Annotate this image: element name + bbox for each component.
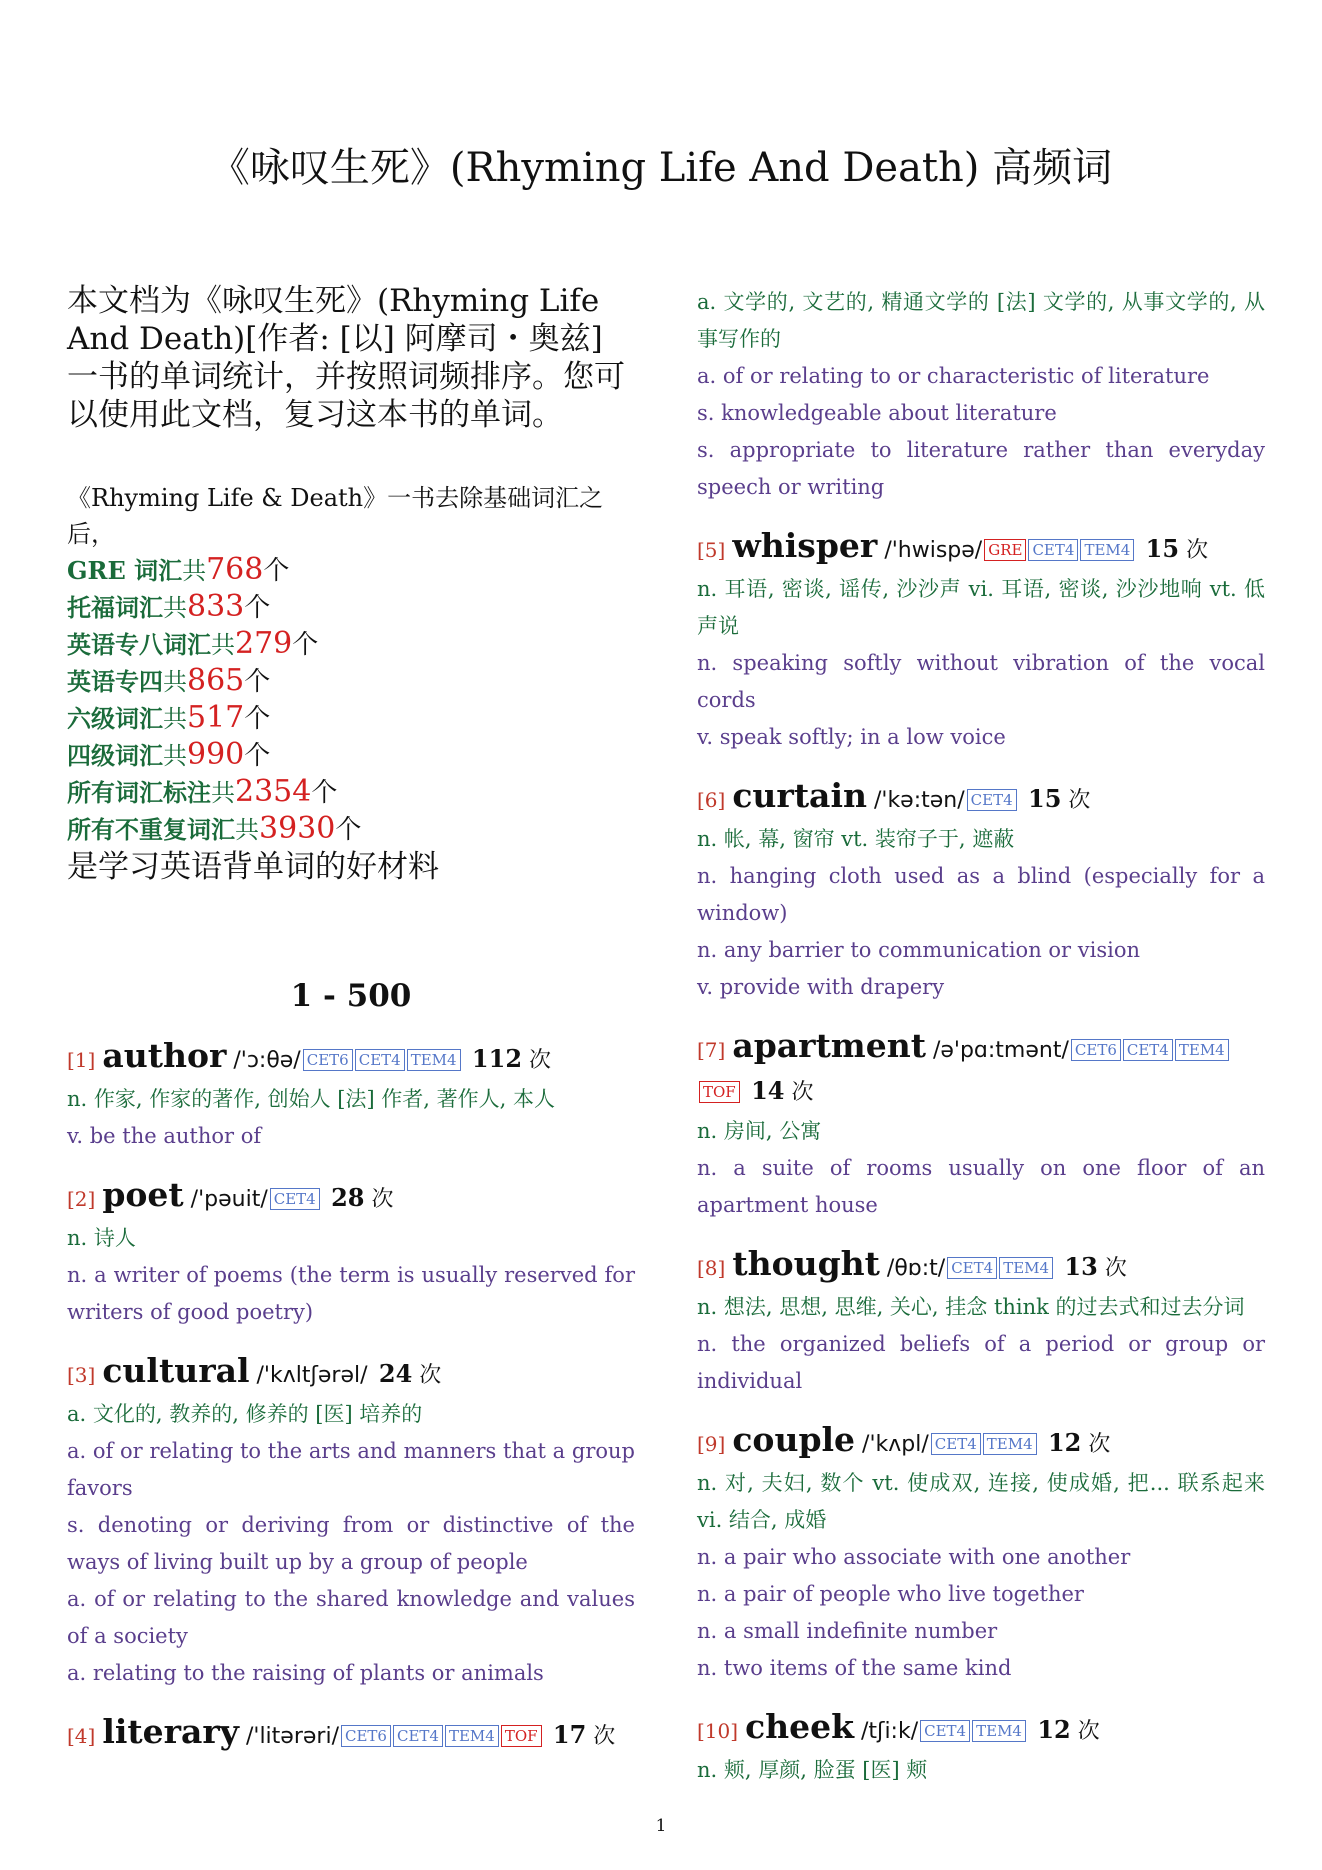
definition-en: a. of or relating to the shared knowledge and values of a society xyxy=(67,1587,635,1648)
entry-continuation xyxy=(697,284,1265,506)
stat-unit: 个 xyxy=(311,778,338,808)
definition-en: n. the organized beliefs of a period or group or individual xyxy=(697,1332,1265,1393)
entry-index: [7] xyxy=(697,1038,726,1062)
headword: couple xyxy=(732,1420,856,1459)
stat-unit: 个 xyxy=(244,667,271,697)
pronunciation: /'kʌltʃərəl/ xyxy=(256,1363,368,1388)
entry-header xyxy=(697,1244,1265,1289)
pronunciation: /'kə:tən/ xyxy=(873,788,965,813)
definition-en: n. a suite of rooms usually on one floor of an apartment house xyxy=(697,1156,1265,1217)
frequency-unit: 次 xyxy=(1077,1719,1100,1744)
definition-cn: n. 耳语, 密谈, 谣传, 沙沙声 vi. 耳语, 密谈, 沙沙地响 vt. 低声说 xyxy=(697,577,1265,638)
intro-paragraph: 本文档为《咏叹生死》(Rhyming Life And Death)[作者: [以] 阿摩司・奥兹] 一书的单词统计，并按照词频排序。您可以使用此文档，复习这本书的单词。 xyxy=(67,283,625,433)
definition-en: n. two items of the same kind xyxy=(697,1656,1012,1680)
entry-index: [4] xyxy=(67,1724,96,1748)
stat-number: 768 xyxy=(206,552,264,587)
frequency-count: 15 xyxy=(1137,534,1180,563)
entry-header xyxy=(697,1707,1265,1752)
stat-number: 517 xyxy=(187,700,245,735)
frequency-count: 112 xyxy=(463,1044,523,1073)
definition-cn: n. 想法, 思想, 思维, 关心, 挂念 think 的过去式和过去分词 xyxy=(697,1295,1245,1319)
definition-en: n. speaking softly without vibration of the vocal cords xyxy=(697,651,1265,712)
frequency-count: 12 xyxy=(1039,1428,1082,1457)
frequency-unit: 次 xyxy=(1068,788,1091,813)
headword: cheek xyxy=(745,1707,855,1746)
frequency-unit: 次 xyxy=(371,1187,394,1212)
frequency-count: 24 xyxy=(370,1359,413,1388)
exam-tag-cet4: CET4 xyxy=(947,1257,997,1279)
exam-tag-tem4: TEM4 xyxy=(407,1049,461,1071)
stat-gong: 共 xyxy=(163,742,187,770)
exam-tag-cet4: CET4 xyxy=(355,1049,405,1071)
definition-en: s. denoting or deriving from or distinctive of the ways of living built up by a group of people xyxy=(67,1513,635,1574)
stat-item xyxy=(67,737,635,774)
exam-tag-cet4: CET4 xyxy=(931,1433,981,1455)
definition-en: v. provide with drapery xyxy=(697,975,945,999)
definition-en: n. any barrier to communication or vision xyxy=(697,938,1140,962)
exam-tag-cet4: CET4 xyxy=(1028,539,1078,561)
frequency-unit: 次 xyxy=(529,1048,552,1073)
entry-header xyxy=(67,1351,635,1396)
stat-gong: 共 xyxy=(211,779,235,807)
stat-gong: 共 xyxy=(235,816,259,844)
stat-number: 833 xyxy=(187,589,245,624)
headword: cultural xyxy=(102,1351,250,1390)
word-entry xyxy=(67,1712,635,1757)
headword: author xyxy=(102,1036,227,1075)
stat-gong: 共 xyxy=(163,668,187,696)
frequency-count: 12 xyxy=(1028,1715,1071,1744)
headword: apartment xyxy=(732,1026,926,1065)
page-number: 1 xyxy=(655,1816,667,1836)
entry-header xyxy=(697,526,1265,571)
stat-number: 2354 xyxy=(235,774,312,809)
exam-tag-tem4: TEM4 xyxy=(1080,539,1134,561)
entries-right xyxy=(697,526,1265,1789)
exam-tag-tem4: TEM4 xyxy=(999,1257,1053,1279)
stat-item xyxy=(67,663,635,700)
right-column xyxy=(697,284,1265,1809)
entry-header xyxy=(67,1175,635,1220)
word-entry xyxy=(697,526,1265,756)
exam-tag-cet4: CET4 xyxy=(920,1720,970,1742)
pronunciation: /'litərəri/ xyxy=(245,1724,339,1749)
stat-number: 865 xyxy=(187,663,245,698)
exam-tag-cet4: CET4 xyxy=(1123,1039,1173,1061)
headword: curtain xyxy=(732,776,867,815)
exam-tag-cet6: CET6 xyxy=(341,1725,391,1747)
stat-label: GRE 词汇 xyxy=(67,556,183,585)
stat-unit: 个 xyxy=(244,704,271,734)
entry-header xyxy=(67,1036,635,1081)
definition-en: v. be the author of xyxy=(67,1124,262,1148)
frequency-unit: 次 xyxy=(1088,1432,1111,1457)
definition-en: a. relating to the raising of plants or animals xyxy=(67,1661,544,1685)
entry-header xyxy=(697,1026,1265,1113)
definition-cn: n. 作家, 作家的著作, 创始人 [法] 作者, 著作人, 本人 xyxy=(67,1087,556,1111)
exam-tag-tof: TOF xyxy=(699,1081,740,1103)
pronunciation: /'hwispə/ xyxy=(884,538,983,563)
entry-header xyxy=(67,1712,635,1757)
definition-en: s. knowledgeable about literature xyxy=(697,401,1057,425)
stat-label: 所有不重复词汇 xyxy=(67,815,235,844)
word-entry xyxy=(697,1244,1265,1400)
frequency-count: 28 xyxy=(322,1183,365,1212)
stat-number: 279 xyxy=(235,626,293,661)
definition-en: a. of or relating to the arts and manners that a group favors xyxy=(67,1439,635,1500)
entry-header xyxy=(697,1420,1265,1465)
definition-en: n. a writer of poems (the term is usually reserved for writers of good poetry) xyxy=(67,1263,635,1324)
exam-tag-tem4: TEM4 xyxy=(972,1720,1026,1742)
definition-en: n. hanging cloth used as a blind (especially for a window) xyxy=(697,864,1265,925)
definition-cn: n. 颊, 厚颜, 脸蛋 [医] 颊 xyxy=(697,1758,928,1782)
stat-label: 托福词汇 xyxy=(67,593,163,622)
word-entry xyxy=(67,1351,635,1692)
definition-cn: n. 对, 夫妇, 数个 vt. 使成双, 连接, 使成婚, 把... 联系起来 vi. 结合, 成婚 xyxy=(697,1471,1265,1532)
entry-header xyxy=(697,776,1265,821)
entry-index: [2] xyxy=(67,1187,96,1211)
entry-index: [1] xyxy=(67,1048,96,1072)
pronunciation: /ə'pɑ:tmənt/ xyxy=(932,1038,1069,1063)
frequency-count: 17 xyxy=(544,1720,587,1749)
stat-gong: 共 xyxy=(163,594,187,622)
pronunciation: /'kʌpl/ xyxy=(862,1432,929,1457)
stat-label: 四级词汇 xyxy=(67,741,163,770)
stat-label: 六级词汇 xyxy=(67,704,163,733)
word-entry xyxy=(697,1026,1265,1224)
stat-unit: 个 xyxy=(244,741,271,771)
entry-index: [3] xyxy=(67,1363,96,1387)
entry-index: [9] xyxy=(697,1432,726,1456)
stat-item xyxy=(67,552,635,589)
stat-gong: 共 xyxy=(211,631,235,659)
frequency-unit: 次 xyxy=(791,1080,814,1105)
exam-tag-cet4: CET4 xyxy=(967,789,1017,811)
range-heading: 1 - 500 xyxy=(290,978,412,1014)
definition-en: n. a pair who associate with one another xyxy=(697,1545,1131,1569)
stat-number: 3930 xyxy=(259,811,336,846)
definition-cn: a. 文化的, 教养的, 修养的 [医] 培养的 xyxy=(67,1402,423,1426)
left-column xyxy=(67,282,635,1777)
frequency-unit: 次 xyxy=(419,1363,442,1388)
exam-tag-tem4: TEM4 xyxy=(1175,1039,1229,1061)
stat-unit: 个 xyxy=(335,815,362,845)
entry-index: [6] xyxy=(697,788,726,812)
pronunciation: /θɒ:t/ xyxy=(886,1256,946,1281)
stat-item xyxy=(67,774,635,811)
entries-left xyxy=(67,1036,635,1757)
headword: thought xyxy=(732,1244,880,1283)
definition-cn: n. 房间, 公寓 xyxy=(697,1119,822,1143)
stat-item xyxy=(67,626,635,663)
entry-index: [8] xyxy=(697,1256,726,1280)
stat-unit: 个 xyxy=(292,630,319,660)
definition-en: s. appropriate to literature rather than everyday speech or writing xyxy=(697,438,1265,499)
entry-index: [10] xyxy=(697,1719,739,1743)
frequency-count: 13 xyxy=(1056,1252,1098,1281)
frequency-unit: 次 xyxy=(593,1724,616,1749)
stat-label: 所有词汇标注 xyxy=(67,778,211,807)
pronunciation: /'pəuit/ xyxy=(190,1187,268,1212)
exam-tag-tem4: TEM4 xyxy=(983,1433,1037,1455)
closing-line: 是学习英语背单词的好材料 xyxy=(67,849,439,885)
exam-tag-tem4: TEM4 xyxy=(445,1725,499,1747)
definition-cn: a. 文学的, 文艺的, 精通文学的 [法] 文学的, 从事文学的, 从事写作的 xyxy=(697,290,1265,351)
stat-gong: 共 xyxy=(182,557,207,585)
stat-gong: 共 xyxy=(163,705,187,733)
page-title: 《咏叹生死》(Rhyming Life And Death) 高频词 xyxy=(209,145,1113,191)
exam-tag-cet4: CET4 xyxy=(270,1188,320,1210)
headword: whisper xyxy=(732,526,878,565)
pronunciation: /'ɔ:θə/ xyxy=(233,1048,301,1073)
stat-number: 990 xyxy=(187,737,245,772)
stat-label: 英语专四 xyxy=(67,667,163,696)
pronunciation: /tʃi:k/ xyxy=(861,1719,919,1744)
word-entry xyxy=(697,1420,1265,1687)
exam-tag-gre: GRE xyxy=(984,539,1026,561)
stat-label: 英语专八词汇 xyxy=(67,630,211,659)
stat-item xyxy=(67,589,635,626)
stat-item xyxy=(67,811,635,848)
definition-cn: n. 帐, 幕, 窗帘 vt. 装帘子于, 遮蔽 xyxy=(697,827,1015,851)
stat-unit: 个 xyxy=(244,593,271,623)
vocab-stats-list xyxy=(67,552,635,848)
stat-item xyxy=(67,700,635,737)
headword: literary xyxy=(102,1712,239,1751)
frequency-count: 14 xyxy=(742,1076,785,1105)
word-entry xyxy=(697,1707,1265,1789)
frequency-count: 15 xyxy=(1019,784,1062,813)
exam-tag-cet6: CET6 xyxy=(303,1049,353,1071)
word-entry xyxy=(697,776,1265,1006)
word-entry xyxy=(67,1036,635,1155)
headword: poet xyxy=(102,1175,184,1214)
exam-tag-cet6: CET6 xyxy=(1071,1039,1121,1061)
frequency-unit: 次 xyxy=(1104,1256,1127,1281)
stat-unit: 个 xyxy=(263,556,290,586)
definition-cn: n. 诗人 xyxy=(67,1226,136,1250)
definition-en: v. speak softly; in a low voice xyxy=(697,725,1006,749)
exam-tag-tof: TOF xyxy=(501,1725,542,1747)
frequency-unit: 次 xyxy=(1186,538,1209,563)
intro-subline: 《Rhyming Life & Death》一书去除基础词汇之后， xyxy=(67,484,604,548)
exam-tag-cet4: CET4 xyxy=(393,1725,443,1747)
word-entry xyxy=(67,1175,635,1331)
entry-index: [5] xyxy=(697,538,726,562)
definition-en: n. a small indefinite number xyxy=(697,1619,998,1643)
definition-en: a. of or relating to or characteristic of literature xyxy=(697,364,1210,388)
definition-en: n. a pair of people who live together xyxy=(697,1582,1084,1606)
